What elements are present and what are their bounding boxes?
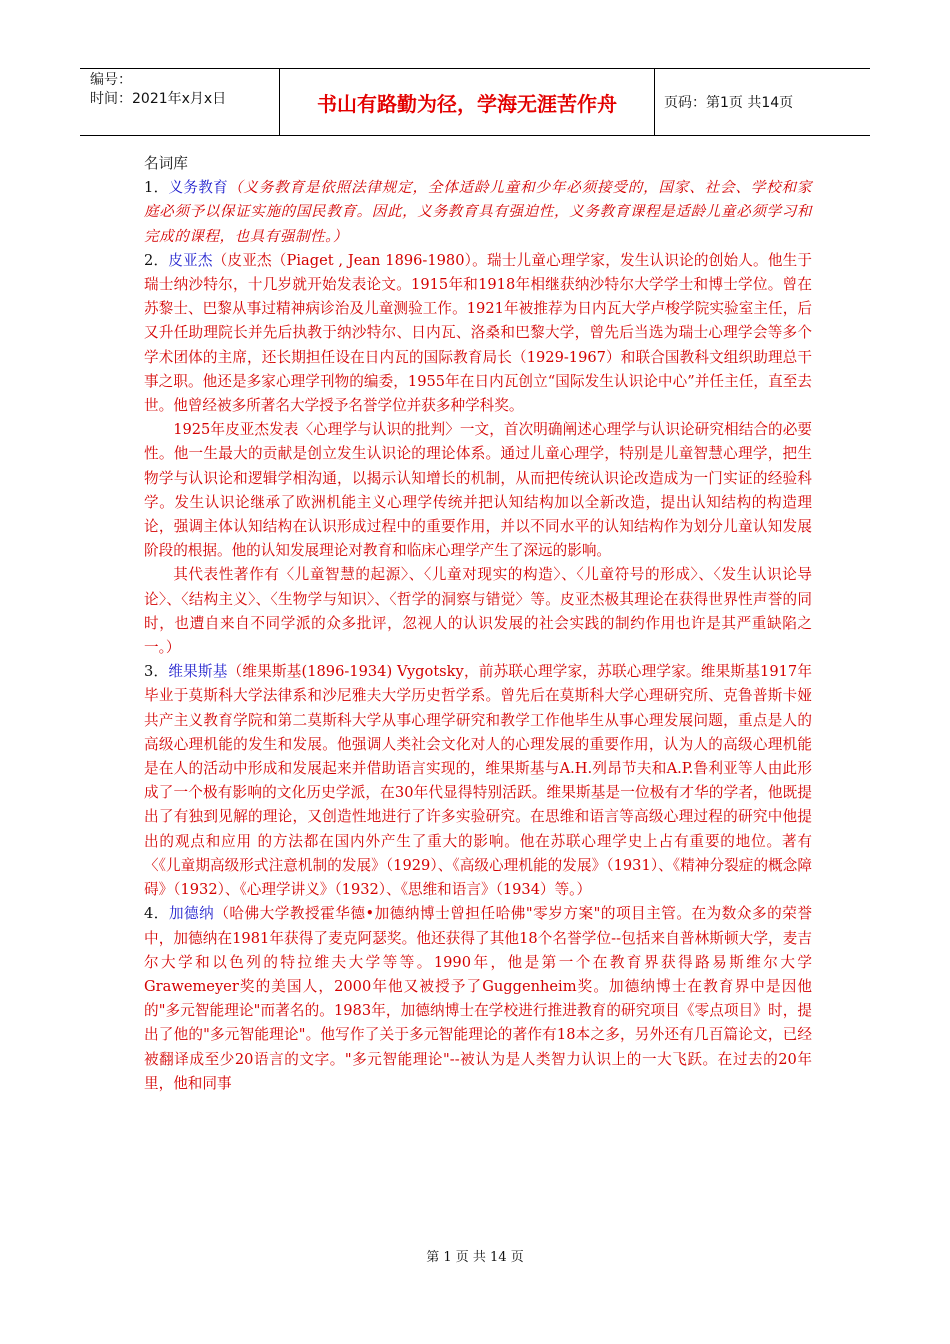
term-name: 加德纳 <box>168 905 215 923</box>
term-paragraph: 其代表性著作有〈儿童智慧的起源〉、〈儿童对现实的构造〉、〈儿童符号的形成〉、〈发生认识论导论〉、〈结构主义〉、〈生物学与知识〉、〈哲学的洞察与错觉〉等。皮亚杰极其理论在获得世界性声誉的同时，也遭自来自不同学派的众多批评，忽视人的认识发展的社会实践的制约作用也许是其严重缺陷之一。） <box>144 566 812 657</box>
term-name: 皮亚杰 <box>168 251 213 269</box>
term-name: 维果斯基 <box>168 663 228 681</box>
term-name: 义务教育 <box>168 179 228 197</box>
document-header <box>80 68 870 136</box>
header-meta <box>80 69 280 135</box>
number-label: 编号： <box>90 72 132 88</box>
term-entry-2 <box>144 249 812 418</box>
term-number: 2． <box>144 251 169 269</box>
term-entry-1 <box>144 176 812 249</box>
header-motto: 书山有路勤为径，学海无涯苦作舟 <box>280 69 655 135</box>
term-number: 3． <box>144 663 169 681</box>
term-definition: （皮亚杰（Piaget , Jean 1896-1980）。瑞士儿童心理学家，发生认识论的创始人。他生于瑞士纳沙特尔，十几岁就开始发表论文。1915年和1918年相继获纳沙特尔大学学士和博士学位。曾在苏黎士、巴黎从事过精神病诊治及儿童测验工作。1921年被推荐为日内瓦大学卢梭学院实验室主任，后又升任助理院长并先后执教于纳沙特尔、日内瓦、洛桑和巴黎大学，曾先后当选为瑞士心理学会等多个学术团体的主席，还长期担任设在日内瓦的国际教育局长（1929-1967）和联合国教科文组织助理总干事之职。他还是多家心理学刊物的编委，1955年在日内瓦创立“国际发生认识论中心”并任主任，直至去世。他曾经被多所著名大学授予名誉学位并获多种学科奖。 <box>144 251 812 415</box>
term-paragraph: 1925年皮亚杰发表〈心理学与认识的批判〉一文，首次明确阐述心理学与认识论研究相结合的必要性。他一生最大的贡献是创立发生认识论的理论体系。通过儿童心理学，特别是儿童智慧心理学，把生物学与认识论和逻辑学相沟通，以揭示认知增长的机制，从而把传统认识论改造成为一门实证的经验科学。发生认识论继承了欧洲机能主义心理学传统并把认知结构加以全新改造，提出认知结构的构造理论，强调主体认知结构在认识形成过程中的重要作用，并以不同水平的认知结构作为划分儿童认知发展阶段的根据。他的认知发展理论对教育和临床心理学产生了深远的影响。 <box>144 421 812 560</box>
term-definition: （哈佛大学教授霍华德•加德纳博士曾担任哈佛"零岁方案"的项目主管。在为数众多的荣誉中，加德纳在1981年获得了麦克阿瑟奖。他还获得了其他18个名誉学位--包括来自普林斯顿大学，麦吉尔大学和以色列的特拉维夫大学等等。1990年，他是第一个在教育界获得路易斯维尔大学Grawemeyer奖的美国人，2000年他又被授予了Guggenheim奖。加德纳博士在教育界中是因他的"多元智能理论"而著名的。1983年，加德纳博士在学校进行推进教育的研究项目《零点项目》时，提出了他的"多元智能理论"。他写作了关于多元智能理论的著作有18本之多，另外还有几百篇论文，已经被翻译成至少20语言的文字。"多元智能理论"--被认为是人类智力认识上的一大飞跃。在过去的20年里，他和同事 <box>144 905 812 1092</box>
term-number: 4． <box>144 905 169 923</box>
page-footer: 第 1 页 共 14 页 <box>426 1250 524 1265</box>
term-definition: （义务教育是依照法律规定，全体适龄儿童和少年必须接受的，国家、社会、学校和家庭必须予以保证实施的国民教育。因此，义务教育具有强迫性，义务教育课程是适龄儿童必须学习和完成的课程，也具有强制性。） <box>144 179 812 245</box>
header-page-label: 页码：第1页 共14页 <box>664 95 794 111</box>
date-label: 时间：2021年x月x日 <box>90 91 227 107</box>
term-entry-3 <box>144 660 812 902</box>
document-body <box>144 152 812 1096</box>
doc-title: 名词库 <box>144 155 188 172</box>
term-number: 1． <box>144 179 169 197</box>
term-entry-4 <box>144 902 812 1096</box>
term-definition: （维果斯基(1896-1934) Vygotsky，前苏联心理学家，苏联心理学家。维果斯基1917年毕业于莫斯科大学法律系和沙尼雅夫大学历史哲学系。曾先后在莫斯科大学心理研究所、克鲁普斯卡娅共产主义教育学院和第二莫斯科大学从事心理学研究和教学工作他毕生从事心理发展问题，重点是人的高级心理机能的发生和发展。他强调人类社会文化对人的心理发展的重要作用，认为人的高级心理机能是在人的活动中形成和发展起来并借助语言实现的，维果斯基与A.H.列昂节夫和A.P.鲁利亚等人由此形成了一个极有影响的文化历史学派，在30年代显得特别活跃。维果斯基是一位极有才华的学者，他既提出了有独到见解的理论，又创造性地进行了许多实验研究。在思维和语言等高级心理过程的研究中他提出的观点和应用 的方法都在国内外产生了重大的影响。他在苏联心理学史上占有重要的地位。著有〈《儿童期高级形式注意机制的发展》（1929）、《高级心理机能的发展》（1931）、《精神分裂症的概念障碍》（1932）、《心理学讲义》（1932）、《思维和语言》（1934）等。） <box>144 663 812 899</box>
